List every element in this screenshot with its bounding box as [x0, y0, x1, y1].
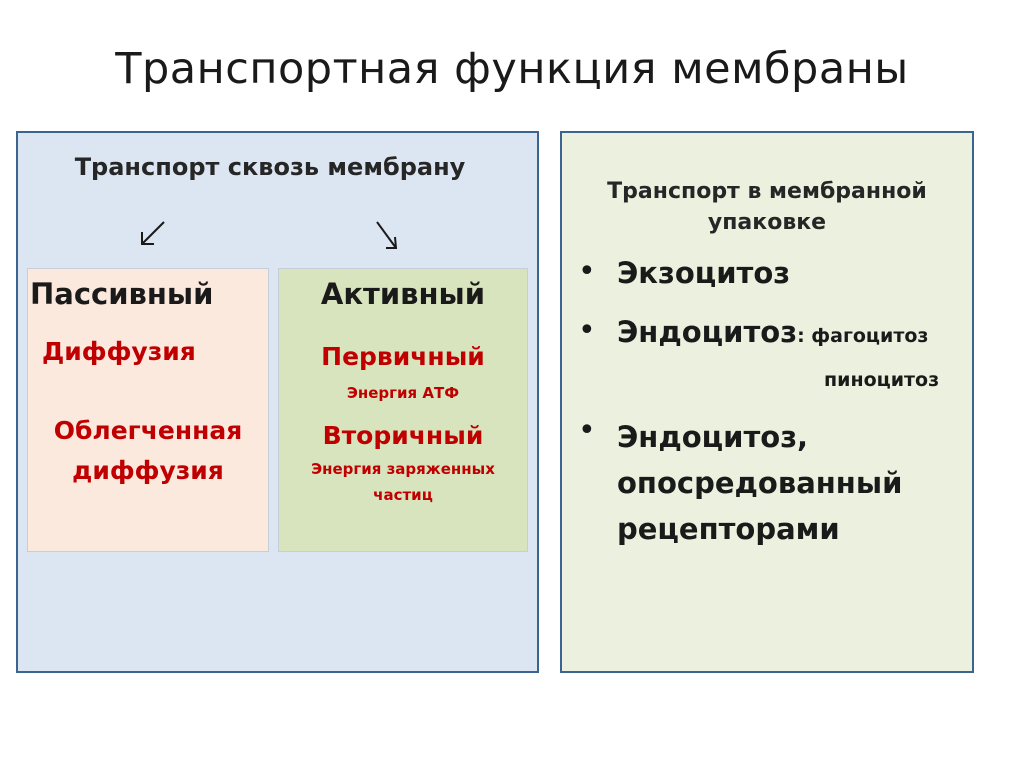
phagocytosis-label: : фагоцитоз [797, 325, 929, 347]
primary-energy-note: Энергия АТФ [346, 384, 460, 402]
primary-label: Первичный [321, 342, 485, 371]
arrow-down-left-icon [136, 218, 168, 250]
through-membrane-heading: Транспорт сквозь мембрану [74, 153, 466, 181]
page-title: Транспортная функция мембраны [115, 44, 909, 94]
bullet-icon: • [578, 254, 596, 289]
active-label: Активный [320, 277, 486, 311]
receptor-endocytosis-line2: опосредованный [617, 466, 903, 500]
membrane-packaging-heading [560, 176, 974, 238]
receptor-endocytosis-item [617, 414, 902, 552]
endocytosis-item [617, 315, 928, 349]
endocytosis-label: Эндоцитоз [617, 315, 798, 349]
secondary-energy-note-line2: частиц [373, 486, 433, 504]
diffusion-label: Диффузия [42, 337, 196, 366]
bullet-icon: • [578, 413, 596, 448]
secondary-label: Вторичный [322, 421, 484, 450]
facilitated-diffusion-line2: диффузия [72, 456, 224, 485]
passive-label: Пассивный [30, 277, 214, 311]
arrow-down-right-icon [372, 218, 404, 254]
receptor-endocytosis-line3: рецепторами [617, 512, 840, 546]
exocytosis-item: Экзоцитоз [617, 256, 791, 290]
bullet-icon: • [578, 313, 596, 348]
secondary-energy-note-line1: Энергия заряженных [311, 460, 495, 478]
membrane-packaging-heading-line2: упаковке [707, 210, 827, 235]
receptor-endocytosis-line1: Эндоцитоз, [617, 420, 809, 454]
membrane-packaging-heading-line1: Транспорт в мембранной [607, 179, 927, 204]
pinocytosis-label: пиноцитоз [824, 369, 940, 391]
facilitated-diffusion-line1: Облегченная [53, 416, 243, 445]
